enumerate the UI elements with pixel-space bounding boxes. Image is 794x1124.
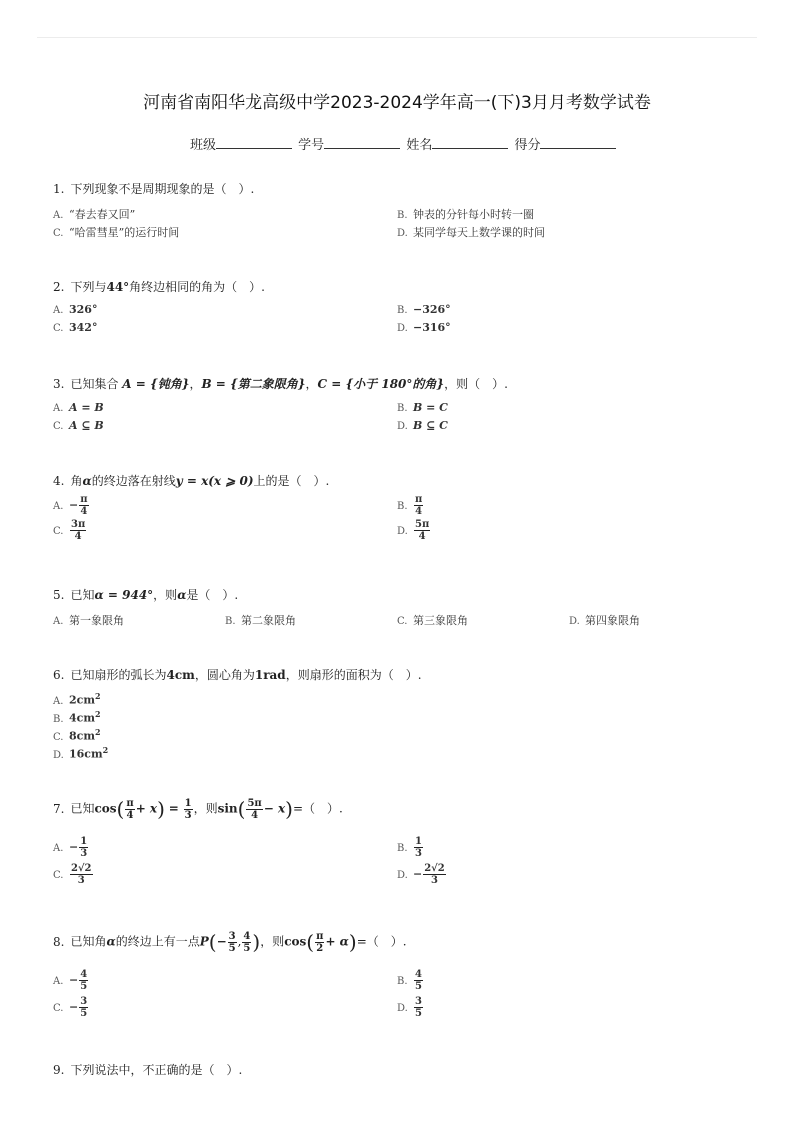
q7-option-b[interactable]: B. $\frac{1}{3}$: [397, 836, 422, 859]
question-6: 6. 已知扇形的弧长为4cm，圆心角为1rad，则扇形的面积为（ ）.: [53, 668, 422, 682]
top-divider: [37, 37, 757, 38]
question-1: [53, 180, 254, 197]
question-4: 4. 角α的终边落在射线y = x(x ⩾ 0)上的是（ ）.: [53, 474, 330, 488]
fraction: $\frac{3}{5}$: [80, 996, 88, 1019]
q3-option-d[interactable]: D. B ⊆ C: [397, 419, 448, 432]
fraction: $\frac{3}{5}$: [228, 930, 236, 954]
fraction: $\frac{3}{5}$: [415, 996, 422, 1019]
q3-option-b[interactable]: B. B = C: [397, 401, 448, 414]
id-label: 学号: [298, 138, 325, 153]
score-label: 得分: [514, 138, 541, 153]
q1-option-c[interactable]: C. “哈雷彗星”的运行时间: [53, 226, 180, 239]
q8-option-b[interactable]: B. $\frac{4}{5}$: [397, 969, 422, 992]
q8-option-d[interactable]: D. $\frac{3}{5}$: [397, 996, 422, 1019]
fraction: $\frac{5\pi}{4}$: [415, 519, 430, 542]
q5-option-b[interactable]: B. 第二象限角: [225, 614, 296, 627]
q4-option-b[interactable]: B. $\frac{\pi}{4}$: [397, 494, 423, 517]
question-stem: 下列现象不是周期现象的是（ ）.: [70, 182, 255, 196]
q5-option-d[interactable]: D. 第四象限角: [569, 614, 640, 627]
name-blank[interactable]: [432, 136, 508, 149]
fraction: $\frac{\pi}{4}$: [80, 494, 88, 517]
fraction: $\frac{1}{3}$: [184, 797, 192, 821]
fraction: $\frac{4}{5}$: [243, 930, 251, 954]
question-7: 7. 已知cos( $\frac{\pi}{4}$ + x) = $\frac{1}{3}$ ，则sin( $\frac{5\pi}{4}$ − x)=（ ）.: [53, 797, 343, 821]
q7-option-c[interactable]: C. $\frac{2√2}{3}$: [53, 863, 92, 886]
q5-option-c[interactable]: C. 第三象限角: [397, 614, 468, 627]
q2-option-c[interactable]: C. 342°: [53, 321, 98, 334]
q1-option-a[interactable]: A. “春去春又回”: [53, 208, 136, 221]
q7-option-a[interactable]: A. − $\frac{1}{3}$: [53, 836, 88, 859]
fraction: $\frac{4}{5}$: [415, 969, 422, 992]
question-number: 1.: [53, 182, 65, 196]
student-info-line: [190, 134, 618, 153]
page-title: 河南省南阳华龙高级中学2023-2024学年高一(下)3月月考数学试卷: [143, 93, 651, 113]
q2-option-d[interactable]: D. −316°: [397, 321, 451, 334]
q3-option-c[interactable]: C. A ⊆ B: [53, 419, 104, 432]
fraction: $\frac{2√2}{3}$: [424, 863, 445, 886]
fraction: $\frac{5\pi}{4}$: [247, 797, 262, 821]
q6-option-b[interactable]: B. $4cm^2$: [53, 709, 101, 725]
fraction: $\frac{\pi}{4}$: [415, 494, 423, 517]
question-2: 2. 下列与44°角终边相同的角为（ ）.: [53, 280, 265, 294]
question-3: 3. 已知集合 A = {钝角}，B = {第二象限角}，C = {小于 180°的角}，则（ ）.: [53, 377, 508, 391]
q6-option-c[interactable]: C. $8cm^2$: [53, 727, 101, 743]
question-8: 8. 已知角α的终边上有一点P(− $\frac{3}{5}$ , $\frac{4}{5}$ )，则cos( $\frac{\pi}{2}$ + α)=（ ）.: [53, 930, 407, 954]
fraction: $\frac{\pi}{2}$: [316, 930, 324, 954]
class-label: 班级: [190, 138, 217, 153]
q4-option-a[interactable]: A. − $\frac{\pi}{4}$: [53, 494, 88, 517]
q5-option-a[interactable]: A. 第一象限角: [53, 614, 124, 627]
q2-option-a[interactable]: A. 326°: [53, 303, 98, 316]
fraction: $\frac{3\pi}{4}$: [71, 519, 86, 542]
fraction: $\frac{2√2}{3}$: [71, 863, 92, 886]
class-blank[interactable]: [216, 136, 292, 149]
q8-option-c[interactable]: C. − $\frac{3}{5}$: [53, 996, 88, 1019]
q4-option-d[interactable]: D. $\frac{5\pi}{4}$: [397, 519, 430, 542]
q4-option-c[interactable]: C. $\frac{3\pi}{4}$: [53, 519, 86, 542]
fraction: $\frac{1}{3}$: [415, 836, 422, 859]
q1-option-d[interactable]: D. 某同学每天上数学课的时间: [397, 226, 545, 239]
q2-option-b[interactable]: B. −326°: [397, 303, 451, 316]
fraction: $\frac{\pi}{4}$: [126, 797, 134, 821]
score-blank[interactable]: [540, 136, 616, 149]
fraction: $\frac{1}{3}$: [80, 836, 88, 859]
q1-option-b[interactable]: B. 钟表的分针每小时转一圈: [397, 208, 534, 221]
fraction: $\frac{4}{5}$: [80, 969, 88, 992]
q6-option-a[interactable]: A. $2cm^2$: [53, 691, 101, 707]
question-5: 5. 已知α = 944°，则α是（ ）.: [53, 588, 239, 602]
q7-option-d[interactable]: D. − $\frac{2√2}{3}$: [397, 863, 445, 886]
q6-option-d[interactable]: D. $16cm^2$: [53, 745, 109, 761]
q8-option-a[interactable]: A. − $\frac{4}{5}$: [53, 969, 88, 992]
q3-option-a[interactable]: A. A = B: [53, 401, 104, 414]
name-label: 姓名: [406, 138, 433, 153]
id-blank[interactable]: [324, 136, 400, 149]
question-9: 9. 下列说法中，不正确的是（ ）.: [53, 1063, 243, 1077]
